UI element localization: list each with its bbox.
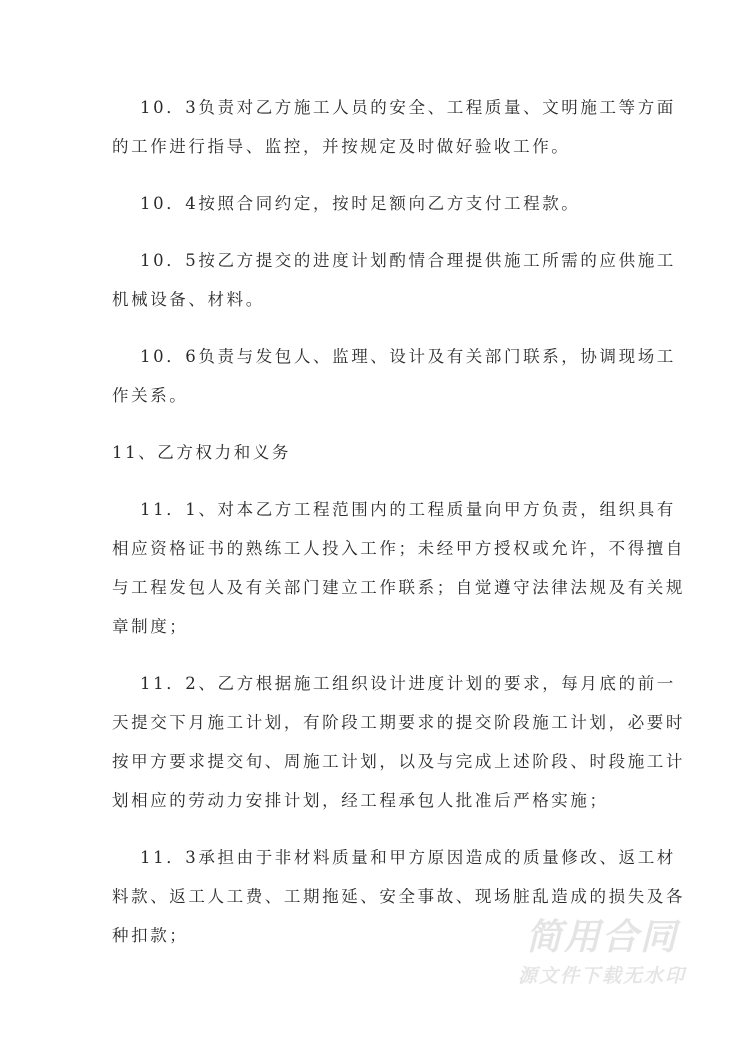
paragraph-line: 10．4按照合同约定，按时足额向乙方支付工程款。 [140, 194, 581, 213]
paragraph-line: 划相应的劳动力安排计划，经工程承包人批准后严格实施； [112, 791, 609, 810]
paragraph-line: 的工作进行指导、监控，并按规定及时做好验收工作。 [112, 137, 571, 156]
paragraph-line: 11．2、乙方根据施工组织设计进度计划的要求，每月底的前一 [140, 674, 676, 693]
paragraph-line: 11．1、对本乙方工程范围内的工程质量向甲方负责，组织具有 [140, 500, 676, 519]
paragraph-line: 机械设备、材料。 [112, 290, 265, 309]
paragraph-line: 种扣款； [112, 926, 189, 945]
paragraph-10-6 [112, 337, 676, 415]
paragraph-line: 章制度； [112, 617, 189, 636]
heading-line: 11、乙方权力和义务 [112, 443, 291, 462]
paragraph-10-3 [112, 88, 676, 166]
watermark-subtitle: 源文件下载无水印 [517, 965, 686, 987]
paragraph-11-2 [112, 664, 685, 820]
paragraph-line: 10．6负责与发包人、监理、设计及有关部门联系，协调现场工 [140, 347, 676, 366]
paragraph-line: 相应资格证书的熟练工人投入工作；未经甲方授权或允许，不得擅自 [112, 539, 685, 558]
paragraph-11-1 [112, 490, 685, 646]
paragraph-line: 10．5按乙方提交的进度计划酌情合理提供施工所需的应供施工 [140, 251, 676, 270]
paragraph-line: 作关系。 [112, 386, 189, 405]
paragraph-line: 天提交下月施工计划，有阶段工期要求的提交阶段施工计划，必要时 [112, 713, 685, 732]
paragraph-line: 10．3负责对乙方施工人员的安全、工程质量、文明施工等方面 [140, 98, 676, 117]
paragraph-line: 11．3承担由于非材料质量和甲方原因造成的质量修改、返工材 [140, 848, 676, 867]
paragraph-line: 料款、返工人工费、工期拖延、安全事故、现场脏乱造成的损失及各 [112, 887, 685, 906]
watermark-title: 简用合同 [525, 917, 678, 958]
paragraph-10-4 [112, 184, 632, 223]
paragraph-line: 与工程发包人及有关部门建立工作联系；自觉遵守法律法规及有关规 [112, 578, 685, 597]
document-page [112, 88, 685, 973]
section-heading-11 [112, 433, 632, 472]
paragraph-line: 按甲方要求提交旬、周施工计划，以及与完成上述阶段、时段施工计 [112, 752, 685, 771]
paragraph-10-5 [112, 241, 676, 319]
watermark [512, 918, 692, 988]
